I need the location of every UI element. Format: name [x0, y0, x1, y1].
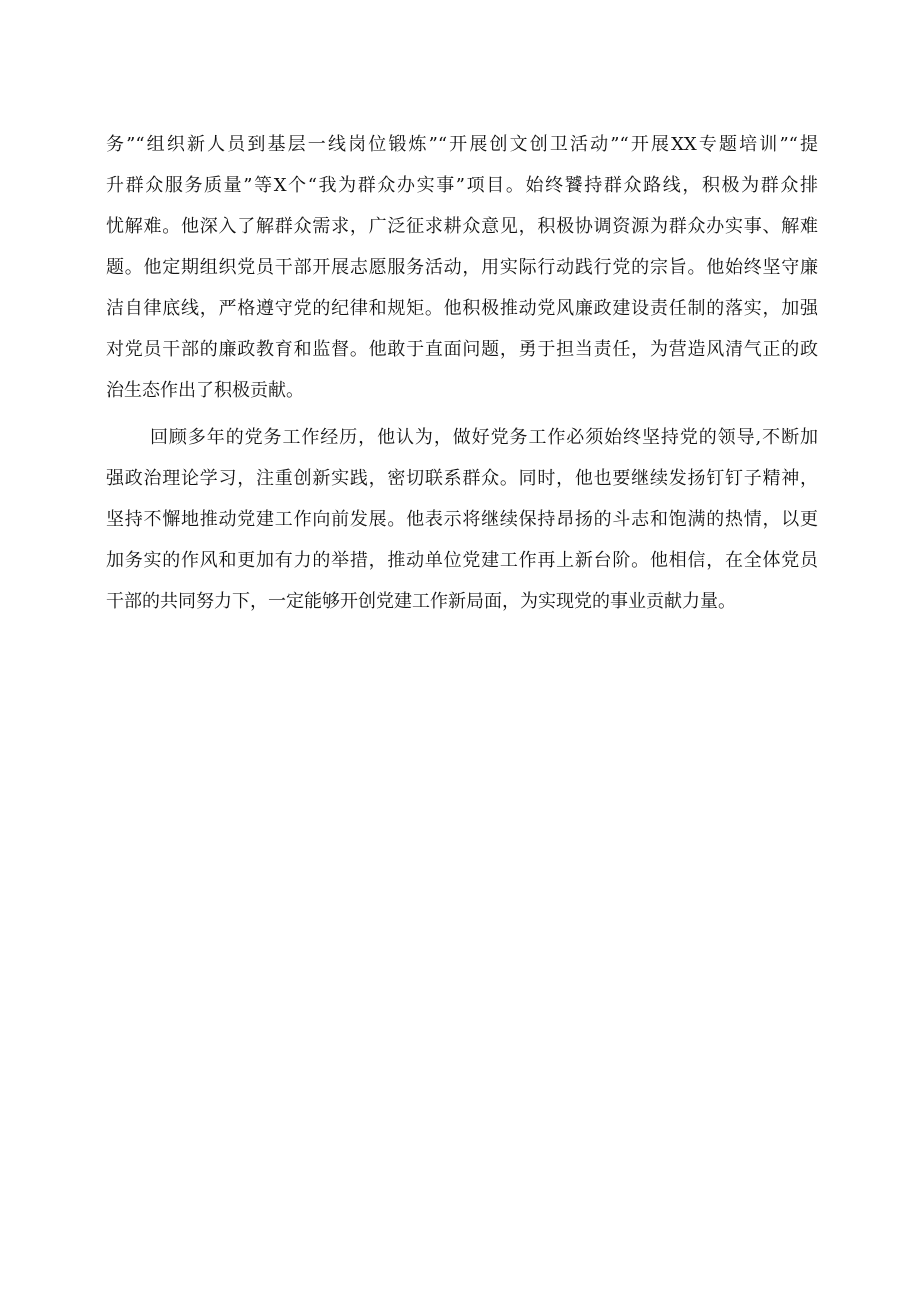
paragraph-line: 强政治理论学习，注重创新实践，密切联系群众。同时，他也要继续发扬钉钉子精神， [106, 468, 818, 489]
paragraph-line: 干部的共同努力下，一定能够开创党建工作新局面，为实现党的事业贡献力量。 [106, 591, 736, 612]
paragraph-line: 治生态作出了积极贡献。 [106, 380, 304, 401]
paragraph-line: 务”“组织新人员到基层一线岗位锻炼”“开展创文创卫活动”“开展XX专题培训”“提 [106, 134, 818, 155]
paragraph-line: 题。他定期组织党员干部开展志愿服务活动，用实际行动践行党的宗旨。他始终坚守廉 [106, 257, 818, 278]
paragraph-line: 忧解难。他深入了解群众需求，广泛征求耕众意见，积极协调资源为群众办实事、解难 [106, 216, 818, 237]
paragraph-line: 回顾多年的党务工作经历，他认为，做好党务工作必须始终坚持党的领导,不断加 [150, 427, 818, 448]
paragraph-line: 坚持不懈地推动党建工作向前发展。他表示将继续保持昂扬的斗志和饱满的热情，以更 [106, 509, 818, 530]
paragraph-line: 洁自律底线，严格遵守党的纪律和规矩。他积极推动党风廉政建设责任制的落实，加强 [106, 298, 818, 319]
paragraph-2 [106, 417, 818, 622]
paragraph-line: 加务实的作风和更加有力的举措，推动单位党建工作再上新台阶。他相信，在全体党员 [106, 550, 818, 571]
body-text [106, 124, 818, 622]
paragraph-1 [106, 124, 818, 411]
paragraph-line: 升群众服务质量”等X个“我为群众办实事”项目。始终饕持群众路线，积极为群众排 [106, 175, 818, 196]
paragraph-line: 对党员干部的廉政教育和监督。他敢于直面问题，勇于担当责任，为营造风清气正的政 [106, 339, 818, 360]
